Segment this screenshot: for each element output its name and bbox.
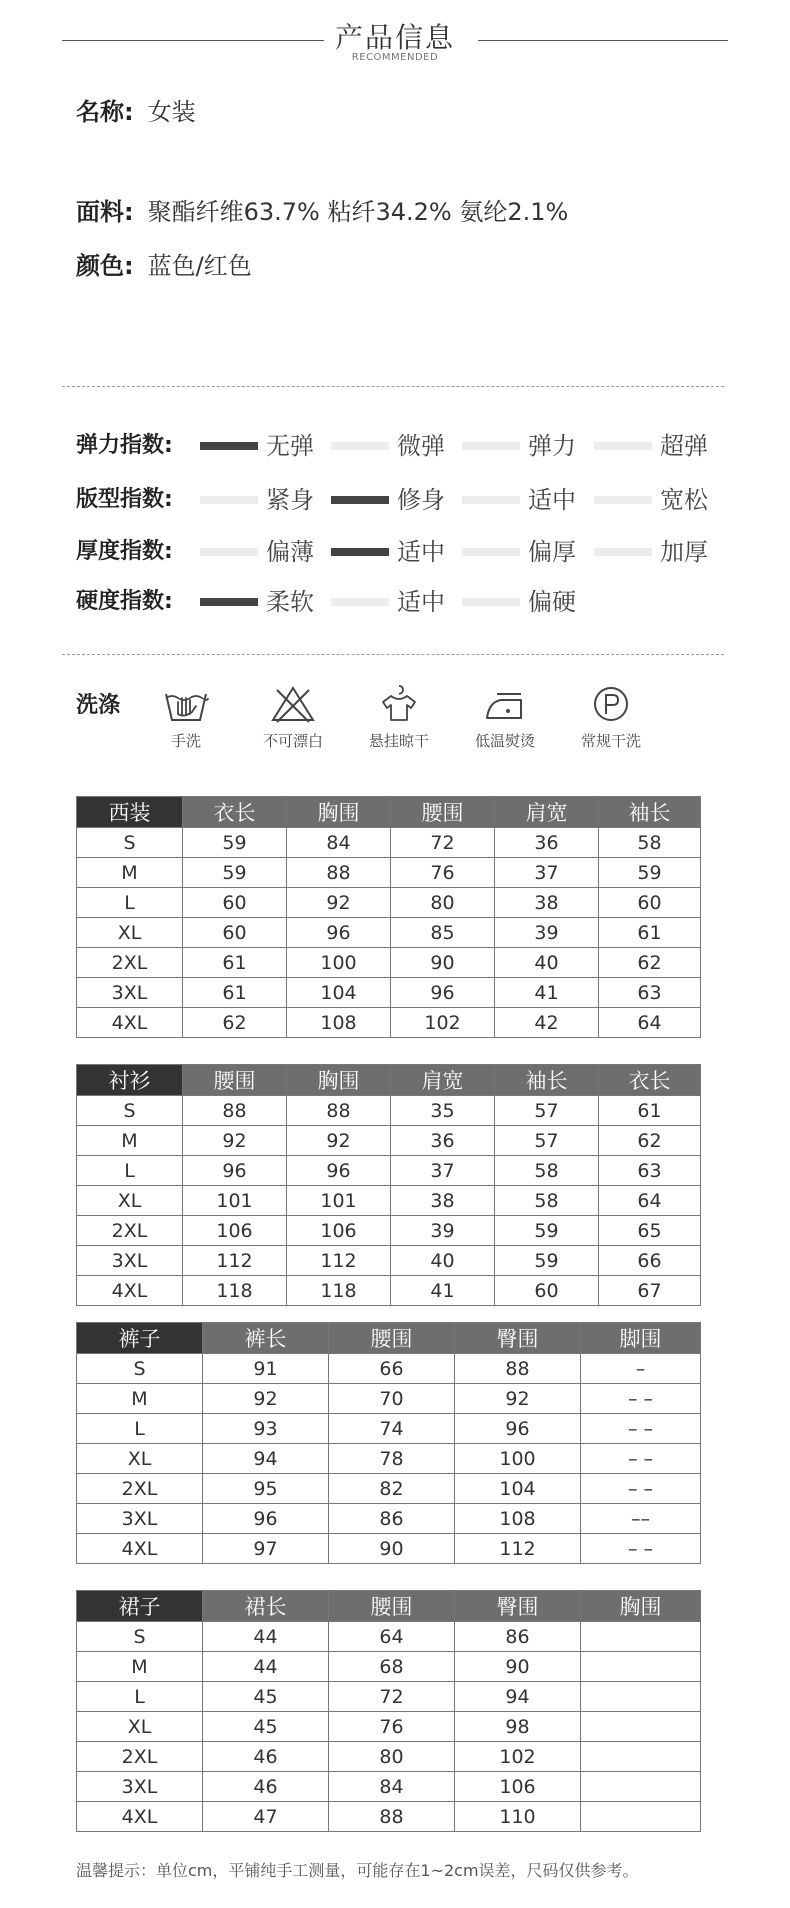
table-header-cell: 胸围 — [287, 1065, 391, 1096]
table-cell: 3XL — [77, 1772, 203, 1802]
table-cell: 82 — [329, 1474, 455, 1504]
table-cell: 96 — [455, 1414, 581, 1444]
index-option: 超弹 — [660, 432, 708, 460]
table-cell: 80 — [391, 888, 495, 918]
table-cell: 70 — [329, 1384, 455, 1414]
table-cell — [581, 1742, 701, 1772]
table-cell: 100 — [455, 1444, 581, 1474]
table-row — [77, 948, 701, 978]
shirt-size-table — [76, 1064, 701, 1306]
table-row — [77, 1534, 701, 1564]
table-header-cell: 臀围 — [455, 1323, 581, 1354]
suit-size-table — [76, 796, 701, 1038]
table-row — [77, 1622, 701, 1652]
table-cell: – – — [581, 1384, 701, 1414]
table-cell: 2XL — [77, 1742, 203, 1772]
index-option: 微弹 — [397, 432, 445, 460]
table-cell: – – — [581, 1444, 701, 1474]
table-cell: 60 — [495, 1276, 599, 1306]
hand-wash-icon — [162, 684, 210, 724]
skirt-size-table — [76, 1590, 701, 1832]
table-cell: 88 — [329, 1802, 455, 1832]
table-cell: 37 — [391, 1156, 495, 1186]
table-cell: 90 — [329, 1534, 455, 1564]
table-cell: 92 — [455, 1384, 581, 1414]
table-cell: – — [581, 1354, 701, 1384]
table-header-cell: 臀围 — [455, 1591, 581, 1622]
table-cell: 84 — [329, 1772, 455, 1802]
table-cell: 4XL — [77, 1008, 183, 1038]
care-label: 低温熨烫 — [474, 732, 535, 750]
index-option: 弹力 — [528, 432, 576, 460]
table-cell: L — [77, 1682, 203, 1712]
table-cell: 38 — [391, 1186, 495, 1216]
fabric-row — [76, 192, 568, 227]
table-cell: 61 — [599, 918, 701, 948]
table-cell: 76 — [391, 858, 495, 888]
table-cell: 66 — [329, 1354, 455, 1384]
table-cell — [581, 1652, 701, 1682]
table-row — [77, 1444, 701, 1474]
table-cell: 110 — [455, 1802, 581, 1832]
care-title: 洗涤 — [76, 693, 121, 718]
table-cell: 46 — [203, 1742, 329, 1772]
table-row — [77, 858, 701, 888]
pants-size-table — [76, 1322, 701, 1564]
name-label: 名称: — [76, 98, 134, 126]
table-cell: 68 — [329, 1652, 455, 1682]
table-cell: 90 — [391, 948, 495, 978]
table-cell: 44 — [203, 1622, 329, 1652]
table-cell: 57 — [495, 1126, 599, 1156]
table-cell: 78 — [329, 1444, 455, 1474]
table-header-row — [77, 1323, 701, 1354]
table-cell: – – — [581, 1474, 701, 1504]
table-cell: M — [77, 1384, 203, 1414]
table-row — [77, 888, 701, 918]
table-row — [77, 1216, 701, 1246]
index-option: 偏硬 — [528, 588, 576, 616]
divider-1 — [62, 386, 724, 387]
table-cell: 60 — [183, 918, 287, 948]
table-cell: 92 — [203, 1384, 329, 1414]
index-bar-selected — [331, 496, 389, 504]
table-cell: 41 — [495, 978, 599, 1008]
table-cell: 4XL — [77, 1802, 203, 1832]
index-bar — [594, 496, 652, 504]
table-cell: 62 — [599, 1126, 701, 1156]
index-option: 宽松 — [660, 486, 708, 514]
index-option: 加厚 — [660, 538, 708, 566]
table-cell: 92 — [183, 1126, 287, 1156]
table-cell: 76 — [329, 1712, 455, 1742]
table-row — [77, 1504, 701, 1534]
table-cell: 112 — [183, 1246, 287, 1276]
table-row — [77, 978, 701, 1008]
table-cell: 59 — [495, 1246, 599, 1276]
index-label: 版型指数: — [76, 487, 173, 512]
table-cell: 64 — [599, 1008, 701, 1038]
table-row — [77, 1772, 701, 1802]
table-cell: 102 — [455, 1742, 581, 1772]
table-cell: 38 — [495, 888, 599, 918]
table-cell: 2XL — [77, 1474, 203, 1504]
table-header-cell: 衣长 — [599, 1065, 701, 1096]
table-cell: 2XL — [77, 1216, 183, 1246]
table-cell: 35 — [391, 1096, 495, 1126]
table-cell: 96 — [203, 1504, 329, 1534]
table-header-row — [77, 1065, 701, 1096]
table-cell: 97 — [203, 1534, 329, 1564]
table-cell: 94 — [455, 1682, 581, 1712]
care-item-low-iron — [450, 684, 560, 751]
table-cell: 58 — [495, 1156, 599, 1186]
table-header-cell: 裙长 — [203, 1591, 329, 1622]
table-cell: S — [77, 828, 183, 858]
table-header-cell: 腰围 — [329, 1323, 455, 1354]
table-cell: 88 — [183, 1096, 287, 1126]
table-cell: –– — [581, 1504, 701, 1534]
color-label: 颜色: — [76, 252, 134, 280]
index-bar — [200, 496, 258, 504]
index-option: 柔软 — [266, 588, 314, 616]
care-label: 手洗 — [170, 732, 201, 750]
index-option: 无弹 — [266, 432, 314, 460]
table-cell: 57 — [495, 1096, 599, 1126]
table-cell: 40 — [391, 1246, 495, 1276]
page-subtitle: RECOMMENDED — [351, 52, 439, 63]
table-header-cell: 裤长 — [203, 1323, 329, 1354]
table-cell: 61 — [183, 948, 287, 978]
table-cell: 3XL — [77, 1504, 203, 1534]
table-cell: 4XL — [77, 1534, 203, 1564]
table-cell: 39 — [495, 918, 599, 948]
table-cell: 67 — [599, 1276, 701, 1306]
index-bar — [200, 548, 258, 556]
table-cell: 92 — [287, 888, 391, 918]
table-cell: 106 — [455, 1772, 581, 1802]
name-row — [76, 92, 196, 127]
table-row — [77, 1276, 701, 1306]
table-cell: L — [77, 1156, 183, 1186]
table-cell: 84 — [287, 828, 391, 858]
table-row — [77, 1096, 701, 1126]
table-cell: 4XL — [77, 1276, 183, 1306]
table-cell: M — [77, 1126, 183, 1156]
table-cell: 80 — [329, 1742, 455, 1772]
table-cell: 91 — [203, 1354, 329, 1384]
table-cell: 3XL — [77, 1246, 183, 1276]
table-cell: 72 — [329, 1682, 455, 1712]
index-bar — [594, 442, 652, 450]
table-header-cell: 裙子 — [77, 1591, 203, 1622]
table-cell: 42 — [495, 1008, 599, 1038]
table-header-cell: 西装 — [77, 797, 183, 828]
table-header-row — [77, 1591, 701, 1622]
table-header-cell: 腰围 — [391, 797, 495, 828]
table-cell: 86 — [329, 1504, 455, 1534]
table-cell: 90 — [455, 1652, 581, 1682]
table-header-cell: 裤子 — [77, 1323, 203, 1354]
table-header-cell: 衣长 — [183, 797, 287, 828]
table-row — [77, 918, 701, 948]
table-cell — [581, 1682, 701, 1712]
table-cell: 61 — [183, 978, 287, 1008]
table-cell: S — [77, 1096, 183, 1126]
table-cell: 59 — [183, 828, 287, 858]
table-cell: 108 — [455, 1504, 581, 1534]
color-value: 蓝色/红色 — [147, 252, 252, 280]
page-title: 产品信息 — [334, 21, 455, 54]
index-option: 紧身 — [266, 486, 314, 514]
dry-clean-p-icon — [587, 684, 635, 724]
care-item-hand-wash — [131, 684, 241, 751]
table-cell: 94 — [203, 1444, 329, 1474]
table-cell: 112 — [287, 1246, 391, 1276]
table-cell: 108 — [287, 1008, 391, 1038]
table-cell: 64 — [599, 1186, 701, 1216]
index-option: 适中 — [397, 538, 445, 566]
table-cell: 45 — [203, 1682, 329, 1712]
care-item-hang-dry — [344, 684, 454, 751]
divider-2 — [62, 654, 724, 655]
table-cell: 61 — [599, 1096, 701, 1126]
table-cell: 58 — [495, 1186, 599, 1216]
table-row — [77, 1414, 701, 1444]
table-cell: XL — [77, 1712, 203, 1742]
table-cell: 64 — [329, 1622, 455, 1652]
fabric-value: 聚酯纤维63.7% 粘纤34.2% 氨纶2.1% — [147, 198, 569, 226]
index-bar — [462, 442, 520, 450]
table-cell: 88 — [287, 1096, 391, 1126]
no-bleach-icon — [269, 684, 317, 724]
care-item-no-bleach — [238, 684, 348, 751]
table-cell: 88 — [455, 1354, 581, 1384]
table-cell: 63 — [599, 978, 701, 1008]
table-cell: 59 — [599, 858, 701, 888]
table-cell: 112 — [455, 1534, 581, 1564]
index-bar — [462, 598, 520, 606]
table-row — [77, 1652, 701, 1682]
care-label: 不可漂白 — [262, 732, 323, 750]
table-header-cell: 袖长 — [599, 797, 701, 828]
table-cell: 88 — [287, 858, 391, 888]
table-cell: 66 — [599, 1246, 701, 1276]
table-cell: – – — [581, 1534, 701, 1564]
table-cell: 104 — [455, 1474, 581, 1504]
table-header-cell: 脚围 — [581, 1323, 701, 1354]
table-cell — [581, 1622, 701, 1652]
table-row — [77, 1712, 701, 1742]
table-cell: 41 — [391, 1276, 495, 1306]
table-cell: 93 — [203, 1414, 329, 1444]
index-option: 偏薄 — [266, 538, 314, 566]
table-cell: 47 — [203, 1802, 329, 1832]
table-cell: 44 — [203, 1652, 329, 1682]
table-cell: 72 — [391, 828, 495, 858]
table-cell — [581, 1772, 701, 1802]
table-cell: 46 — [203, 1772, 329, 1802]
table-cell: 40 — [495, 948, 599, 978]
table-header-cell: 肩宽 — [495, 797, 599, 828]
index-bar-selected — [200, 442, 258, 450]
table-row — [77, 1186, 701, 1216]
table-row — [77, 1354, 701, 1384]
table-header-cell: 腰围 — [183, 1065, 287, 1096]
index-bar-selected — [200, 598, 258, 606]
table-cell: 37 — [495, 858, 599, 888]
care-label: 常规干洗 — [580, 732, 641, 750]
table-row — [77, 1802, 701, 1832]
table-cell: – – — [581, 1414, 701, 1444]
index-bar-selected — [331, 548, 389, 556]
index-option: 修身 — [397, 486, 445, 514]
table-header-cell: 衬衫 — [77, 1065, 183, 1096]
table-cell — [581, 1802, 701, 1832]
table-cell: 58 — [599, 828, 701, 858]
table-header-row — [77, 797, 701, 828]
table-cell: 45 — [203, 1712, 329, 1742]
table-cell: 62 — [599, 948, 701, 978]
table-cell: 74 — [329, 1414, 455, 1444]
table-cell: L — [77, 1414, 203, 1444]
table-header-cell: 胸围 — [581, 1591, 701, 1622]
table-cell: XL — [77, 918, 183, 948]
name-value: 女装 — [147, 98, 196, 126]
table-cell: 102 — [391, 1008, 495, 1038]
table-row — [77, 1126, 701, 1156]
table-cell: 86 — [455, 1622, 581, 1652]
table-cell: 85 — [391, 918, 495, 948]
index-label: 硬度指数: — [76, 589, 173, 614]
table-cell: 100 — [287, 948, 391, 978]
color-row — [76, 246, 252, 281]
index-bar — [462, 548, 520, 556]
hang-dry-icon — [375, 684, 423, 724]
index-label: 厚度指数: — [76, 539, 173, 564]
table-cell: 101 — [183, 1186, 287, 1216]
table-cell: M — [77, 1652, 203, 1682]
table-cell: 106 — [183, 1216, 287, 1246]
low-iron-icon — [481, 684, 529, 724]
table-cell: M — [77, 858, 183, 888]
table-cell: 98 — [455, 1712, 581, 1742]
index-bar — [594, 548, 652, 556]
table-cell: 65 — [599, 1216, 701, 1246]
table-header-cell: 肩宽 — [391, 1065, 495, 1096]
table-row — [77, 828, 701, 858]
index-option: 偏厚 — [528, 538, 576, 566]
table-cell: 36 — [495, 828, 599, 858]
table-cell: 104 — [287, 978, 391, 1008]
care-label: 悬挂晾干 — [368, 732, 429, 750]
index-label: 弹力指数: — [76, 433, 173, 458]
table-cell: 101 — [287, 1186, 391, 1216]
table-row — [77, 1246, 701, 1276]
table-cell: 95 — [203, 1474, 329, 1504]
table-cell: 96 — [287, 1156, 391, 1186]
table-row — [77, 1156, 701, 1186]
table-header-cell: 胸围 — [287, 797, 391, 828]
table-cell: 60 — [183, 888, 287, 918]
table-cell: 96 — [183, 1156, 287, 1186]
table-cell: S — [77, 1354, 203, 1384]
size-note: 温馨提示：单位cm，平铺纯手工测量，可能存在1~2cm误差，尺码仅供参考。 — [76, 1861, 639, 1880]
table-cell: 36 — [391, 1126, 495, 1156]
index-bar — [331, 442, 389, 450]
care-item-dry-clean — [556, 684, 666, 751]
table-row — [77, 1682, 701, 1712]
table-cell: S — [77, 1622, 203, 1652]
table-cell: 92 — [287, 1126, 391, 1156]
table-cell: 59 — [495, 1216, 599, 1246]
table-cell: 118 — [183, 1276, 287, 1306]
table-row — [77, 1474, 701, 1504]
table-cell: 60 — [599, 888, 701, 918]
table-cell: XL — [77, 1444, 203, 1474]
table-cell: 63 — [599, 1156, 701, 1186]
fabric-label: 面料: — [76, 198, 134, 226]
table-cell: 96 — [391, 978, 495, 1008]
table-cell: 118 — [287, 1276, 391, 1306]
table-cell: 96 — [287, 918, 391, 948]
table-cell: 39 — [391, 1216, 495, 1246]
index-option: 适中 — [397, 588, 445, 616]
index-bar — [462, 496, 520, 504]
table-row — [77, 1384, 701, 1414]
table-cell: 2XL — [77, 948, 183, 978]
table-cell: 59 — [183, 858, 287, 888]
table-header-cell: 袖长 — [495, 1065, 599, 1096]
index-bar — [331, 598, 389, 606]
index-option: 适中 — [528, 486, 576, 514]
table-cell: XL — [77, 1186, 183, 1216]
table-cell: 62 — [183, 1008, 287, 1038]
table-cell: 106 — [287, 1216, 391, 1246]
table-cell — [581, 1712, 701, 1742]
table-row — [77, 1008, 701, 1038]
table-row — [77, 1742, 701, 1772]
table-cell: L — [77, 888, 183, 918]
table-header-cell: 腰围 — [329, 1591, 455, 1622]
table-cell: 3XL — [77, 978, 183, 1008]
